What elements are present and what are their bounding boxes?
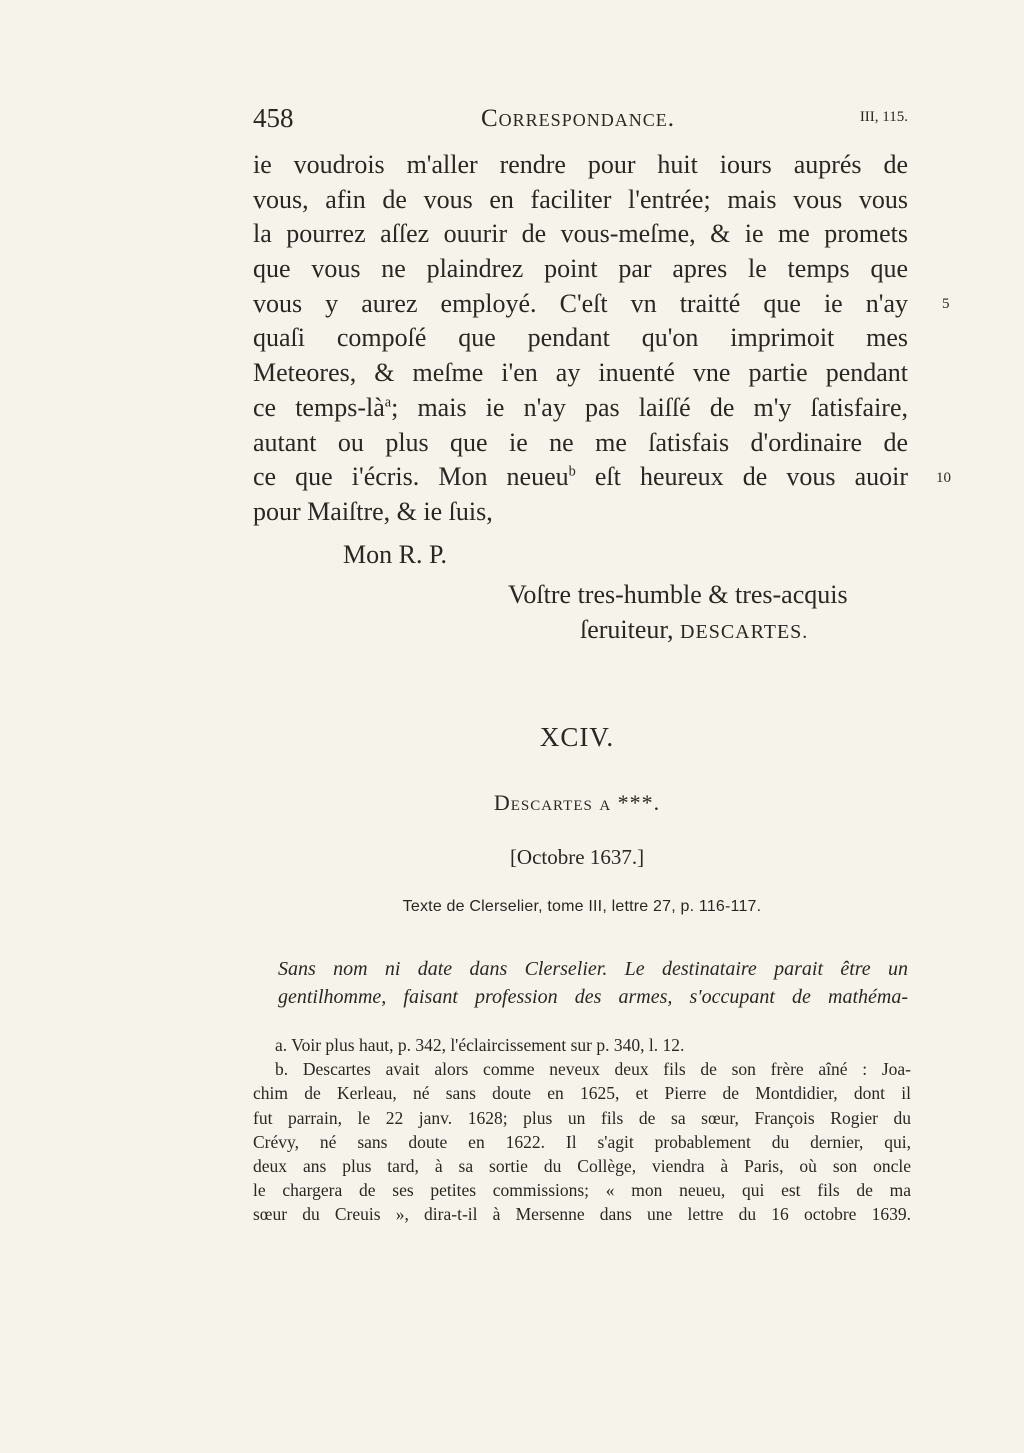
line-number-5: 5 (942, 296, 950, 312)
footnote-b-line: Crévy, né sans doute en 1622. Il s'agit probablement du dernier, qui, (253, 1131, 911, 1152)
footnote-b-line: fut parrain, le 22 janv. 1628; plus un fils de sa sœur, François Rogier du (253, 1107, 911, 1128)
body-line: que vous ne plaindrez point par apres le temps que (253, 254, 908, 284)
footnote-marker-a: a (384, 394, 392, 411)
footnote-b-line: sœur du Creuis », dira-t-il à Mersenne dans une lettre du 16 octobre 1639. (253, 1204, 911, 1225)
body-line-start: ce que i'écris. Mon neueu (253, 462, 569, 492)
footnotes (253, 1033, 911, 1227)
closing-servant: ſeruiteur, (580, 615, 674, 644)
letter-body (253, 148, 908, 530)
body-line: quaſi compoſé que pendant qu'on imprimoit mes (253, 323, 908, 353)
body-line: ie voudrois m'aller rendre pour huit iours auprés de (253, 150, 908, 179)
body-line: autant ou plus que ie ne me ſatisfais d'ordinaire de (253, 427, 908, 457)
closing-salutation: Mon R. P. (343, 540, 448, 569)
footnote-b-line: chim de Kerleau, né sans doute en 1625, et Pierre de Montdidier, dont il (253, 1083, 911, 1104)
body-line: Meteores, & meſme i'en ay inuenté vne partie pendant (253, 358, 908, 388)
running-head (253, 103, 908, 137)
footnote-a: a. Voir plus haut, p. 342, l'éclaircissement sur p. 340, l. 12. (275, 1035, 685, 1055)
footnote-b-line: deux ans plus tard, à sa sortie du Collège, viendra à Paris, où son oncle (253, 1155, 911, 1176)
line-number-10: 10 (936, 470, 951, 486)
letter-source: Texte de Clerselier, tome III, lettre 27, p. 116-117. (402, 898, 762, 915)
editorial-introduction (278, 955, 908, 1011)
volume-reference: III, 115. (859, 109, 908, 125)
body-line: vous, afin de vous en faciliter l'entrée; mais vous vous (253, 184, 908, 214)
body-line: pour Maiſtre, & ie ſuis, (253, 496, 493, 526)
closing-formula: Voſtre tres-humble & tres-acquis (508, 580, 848, 609)
body-line (253, 460, 908, 495)
letter-number: XCIV. (539, 722, 615, 752)
footnote-b-line: b. Descartes avait alors comme neveux deux fils de son frère aîné : Joa- (275, 1059, 911, 1080)
body-line-end: ; mais ie n'ay pas laiſſé de m'y ſatisfaire, (391, 392, 908, 422)
running-title: Correspondance. (481, 105, 675, 132)
body-line (253, 391, 908, 426)
body-line-end: eſt heureux de vous auoir (575, 462, 909, 492)
intro-line: gentilhomme, faisant profession des armes, s'occupant de mathéma- (278, 986, 908, 1008)
intro-line: Sans nom ni date dans Clerselier. Le destinataire parait être un (278, 958, 908, 980)
closing-signature-line (580, 615, 808, 645)
footnote-b-line: le chargera de ses petites commissions; « mon neueu, qui est fils de ma (253, 1180, 911, 1201)
footnote-marker-b: b (568, 463, 576, 480)
letter-date: [Octobre 1637.] (509, 845, 645, 869)
body-line: la pourrez aſſez ouurir de vous-meſme, & ie me promets (253, 219, 908, 249)
letter-title: Descartes a ***. (493, 790, 661, 815)
signature: DESCARTES. (680, 621, 809, 643)
body-line: vous y aurez employé. C'eſt vn traitté que ie n'ay (253, 288, 908, 318)
body-line-start: ce temps-là (253, 392, 385, 422)
page-number: 458 (253, 103, 294, 133)
